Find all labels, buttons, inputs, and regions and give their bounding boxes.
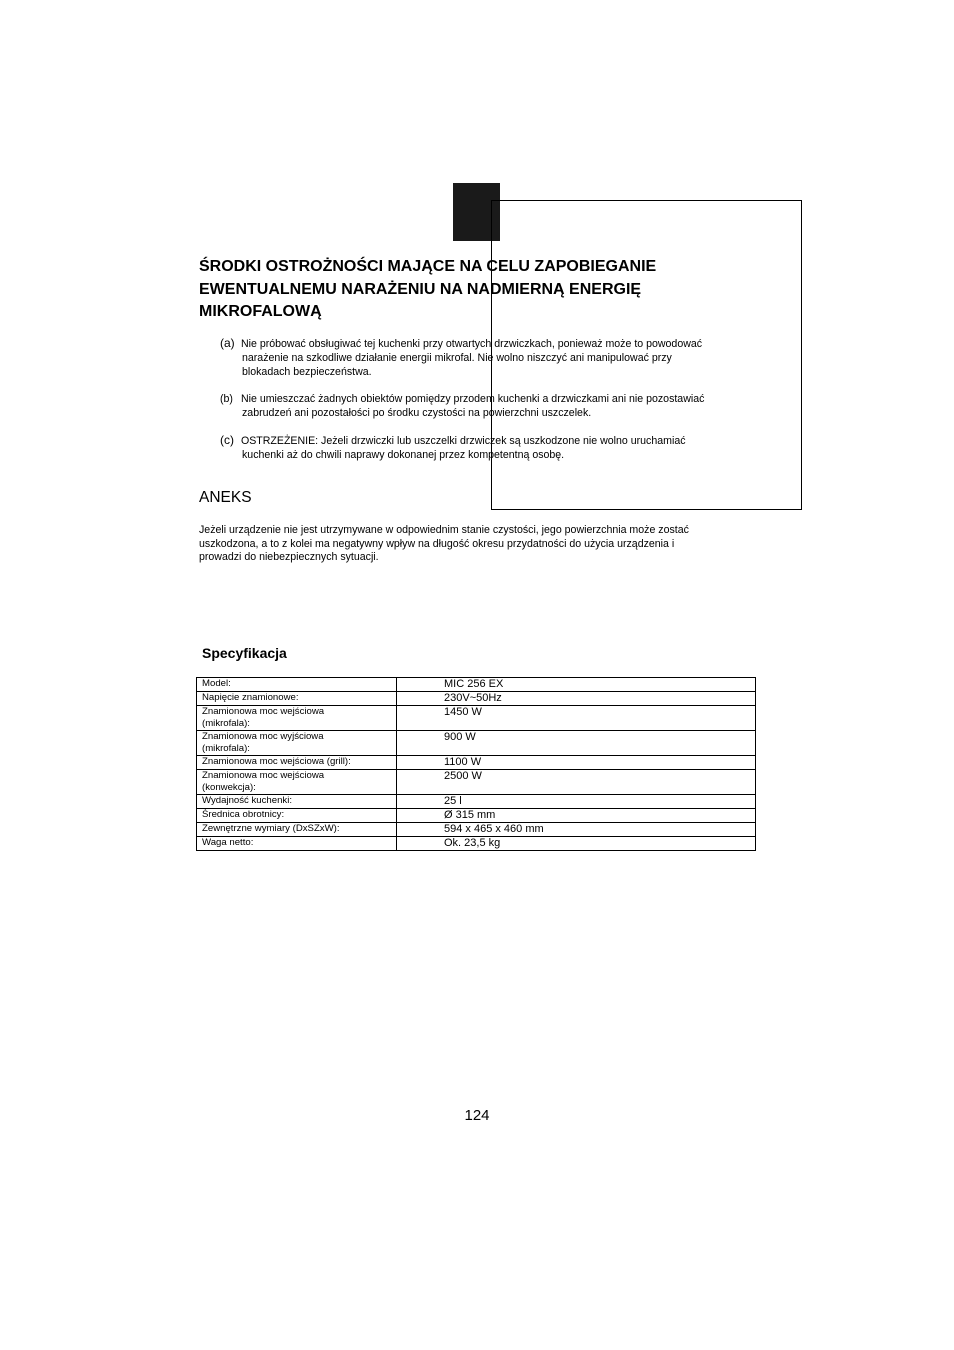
aneks-heading: ANEKS [199,489,252,506]
spec-label-cell [197,823,397,837]
aneks-text-line: Jeżeli urządzenie nie jest utrzymywane w odpowiednim stanie czystości, jego powierzchnia może zostać [199,524,689,536]
spec-label-cell [197,756,397,770]
spec-row [197,823,756,837]
spec-row [197,837,756,851]
precaution-text-line: kuchenki aż do chwili naprawy dokonanej przez kompetentną osobę. [242,449,565,461]
spec-label: Znamionowa moc wejściowa [202,706,325,717]
spec-value-cell: MIC 256 EX [397,678,756,692]
item-marker: (a) [220,336,235,350]
spec-value-cell: Ø 315 mm [397,809,756,823]
spec-label: Znamionowa moc wejściowa [202,770,325,781]
spec-label-cell [197,706,397,731]
spec-value-cell: 594 x 465 x 460 mm [397,823,756,837]
spec-label-cell [197,770,397,795]
spec-table-body [197,678,756,851]
spec-row [197,756,756,770]
spec-table [196,677,756,851]
spec-row [197,678,756,692]
spec-row [197,770,756,795]
spec-value-cell: 230V~50Hz [397,692,756,706]
aneks-paragraph [199,524,759,565]
spec-value-cell: Ok. 23,5 kg [397,837,756,851]
precaution-text-line: Nie umieszczać żadnych obiektów pomiędzy przodem kuchenki a drzwiczkami ani nie pozostawiać [241,393,705,405]
precaution-item-b [220,392,780,420]
precaution-text-line: blokadach bezpieczeństwa. [242,366,372,378]
spec-row [197,809,756,823]
precaution-item-a [220,336,780,379]
spec-label: Zewnętrzne wymiary (DxSZxW): [202,823,340,834]
precaution-item-c [220,433,780,462]
aneks-text-line: prowadzi do niebezpiecznych sytuacji. [199,551,379,564]
item-marker: (b) [220,393,233,405]
spec-label-cell [197,795,397,809]
precaution-text-line: OSTRZEŻENIE: Jeżeli drzwiczki lub uszczelki drzwiczek są uszkodzone nie wolno uruchamiać [241,435,686,447]
spec-label-cell [197,809,397,823]
section-heading [199,256,799,324]
spec-value-cell: 1450 W [397,706,756,731]
spec-label: (mikrofala): [202,718,250,729]
spec-row [197,706,756,731]
spec-row [197,692,756,706]
heading-line: MIKROFALOWĄ [199,303,322,320]
spec-label: Średnica obrotnicy: [202,809,285,820]
spec-value-cell: 2500 W [397,770,756,795]
spec-label: Wydajność kuchenki: [202,795,293,806]
spec-label-cell [197,837,397,851]
heading-line: EWENTUALNEMU NARAŻENIU NA NADMIERNĄ ENERGIĘ [199,280,642,298]
precaution-text-line: zabrudzeń ani pozostałości po środku czystości na powierzchni uszczelek. [242,407,592,419]
spec-row [197,795,756,809]
heading-line: ŚRODKI OSTROŻNOŚCI MAJĄCE NA CELU ZAPOBIEGANIE [199,258,657,275]
spec-value-cell: 900 W [397,731,756,756]
precaution-text-line: narażenie na szkodliwe działanie energii mikrofal. Nie wolno niszczyć ani manipulować przy [242,352,672,364]
spec-row [197,731,756,756]
spec-label: Znamionowa moc wyjściowa [202,731,324,742]
spec-heading: Specyfikacja [202,645,287,661]
precaution-text-line: Nie próbować obsługiwać tej kuchenki przy otwartych drzwiczkach, ponieważ może to powodować [241,338,703,350]
spec-label: Napięcie znamionowe: [202,692,299,703]
spec-label: (mikrofala): [202,743,250,754]
spec-label-cell [197,731,397,756]
page-number: 124 [464,1107,490,1124]
spec-label: Model: [202,678,231,689]
item-marker: (c) [220,433,234,447]
spec-value-cell: 1100 W [397,756,756,770]
spec-value-cell: 25 l [397,795,756,809]
spec-label: Znamionowa moc wejściowa (grill): [202,756,351,767]
spec-label: Waga netto: [202,837,254,848]
spec-label: (konwekcja): [202,782,256,793]
spec-label-cell [197,678,397,692]
spec-label-cell [197,692,397,706]
aneks-text-line: uszkodzona, a to z kolei ma negatywny wpływ na długość okresu przydatności do użycia urządzenia i [199,537,675,550]
